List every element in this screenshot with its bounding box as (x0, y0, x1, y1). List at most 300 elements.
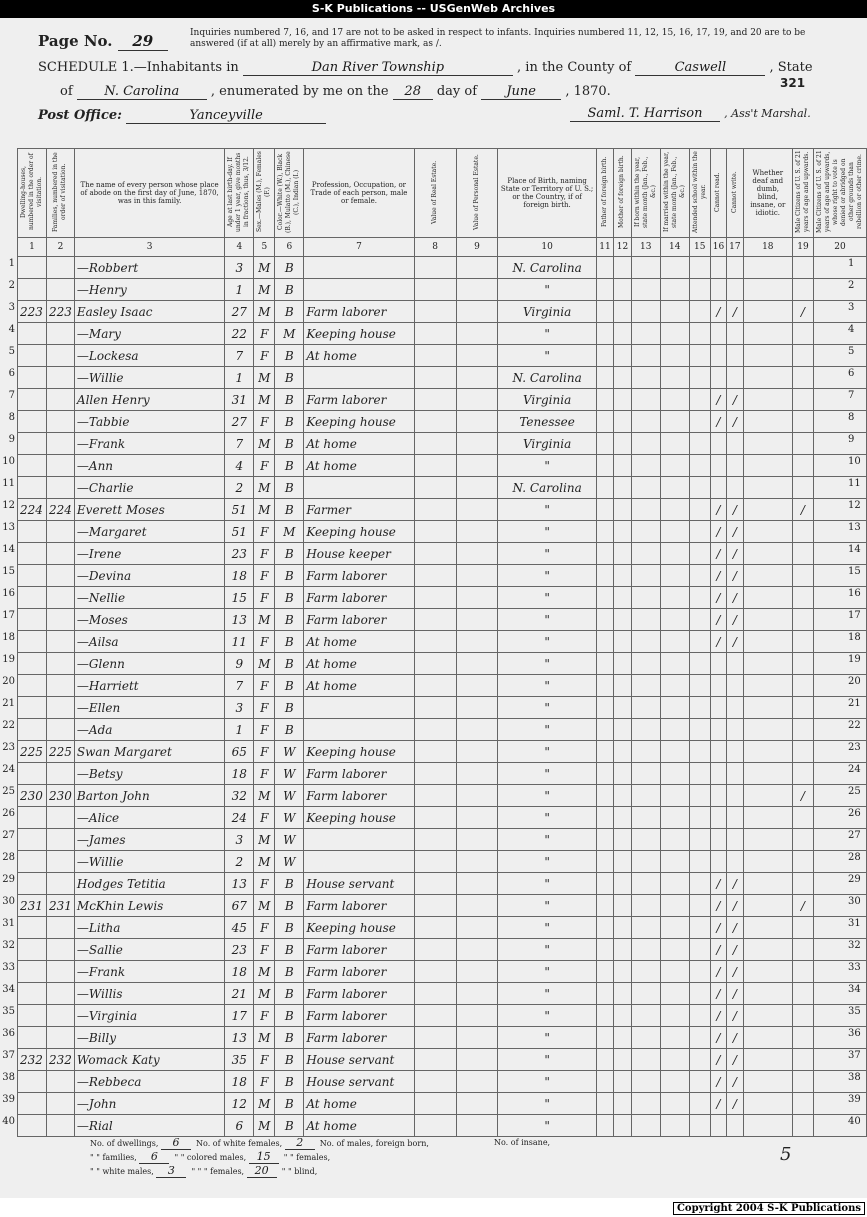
cell-personal-estate (456, 697, 498, 719)
column-number: 12 (614, 238, 631, 257)
cell-school (689, 653, 710, 675)
cell-school (689, 1027, 710, 1049)
cell-occupation (304, 829, 414, 851)
cell-born-year (631, 1049, 660, 1071)
cell-family-number (47, 1093, 75, 1115)
cell-infirmity (743, 1049, 792, 1071)
cell-sex: M (254, 609, 275, 631)
cell-person-name: —Ada (74, 719, 224, 741)
cell-married-year (660, 257, 689, 279)
cell-birthplace: " (498, 917, 596, 939)
cell-personal-estate (456, 499, 498, 521)
cell-person-name: Barton John (74, 785, 224, 807)
cell-father-foreign (596, 851, 613, 873)
cell-age: 6 (225, 1115, 254, 1137)
cell-age: 67 (225, 895, 254, 917)
post-office-value: Yanceyville (126, 108, 326, 124)
cell-occupation: Farm laborer (304, 895, 414, 917)
cell-infirmity (743, 279, 792, 301)
cell-sex: F (254, 323, 275, 345)
row-number-left: 27 (2, 830, 15, 841)
table-row (18, 323, 867, 345)
cell-school (689, 543, 710, 565)
cell-school (689, 741, 710, 763)
cell-mother-foreign (614, 873, 631, 895)
cell-cannot-write (727, 741, 743, 763)
table-row (18, 1027, 867, 1049)
cell-personal-estate (456, 961, 498, 983)
cell-cannot-write: / (727, 521, 743, 543)
cell-age: 65 (225, 741, 254, 763)
cell-school (689, 983, 710, 1005)
cell-school (689, 301, 710, 323)
cell-real-estate (414, 631, 456, 653)
cell-citizen (792, 763, 813, 785)
cell-citizen (792, 609, 813, 631)
column-number: 9 (456, 238, 498, 257)
cell-family-number (47, 1115, 75, 1137)
cell-married-year (660, 653, 689, 675)
cell-married-year (660, 851, 689, 873)
state-value: N. Carolina (77, 84, 207, 100)
cell-school (689, 565, 710, 587)
cell-color: B (275, 587, 304, 609)
cell-person-name: —Rial (74, 1115, 224, 1137)
cell-color: B (275, 499, 304, 521)
cell-citizen (792, 1071, 813, 1093)
cell-birthplace: " (498, 675, 596, 697)
cell-dwelling-number (18, 411, 47, 433)
cell-sex: F (254, 873, 275, 895)
cell-infirmity (743, 411, 792, 433)
cell-occupation: Farm laborer (304, 939, 414, 961)
cell-color: B (275, 1115, 304, 1137)
cell-born-year (631, 741, 660, 763)
cell-father-foreign (596, 785, 613, 807)
cell-occupation: Farm laborer (304, 785, 414, 807)
row-number-right: 39 (848, 1094, 861, 1105)
cell-birthplace: Virginia (498, 301, 596, 323)
cell-person-name: —Willie (74, 367, 224, 389)
row-number-left: 40 (2, 1116, 15, 1127)
table-row (18, 1115, 867, 1137)
cell-born-year (631, 455, 660, 477)
cell-cannot-read (710, 719, 726, 741)
cell-cannot-write: / (727, 499, 743, 521)
cell-personal-estate (456, 323, 498, 345)
cell-married-year (660, 477, 689, 499)
cell-citizen: / (792, 785, 813, 807)
cell-personal-estate (456, 1115, 498, 1137)
col-cannot-write-header: Cannot write. (727, 149, 743, 238)
cell-father-foreign (596, 873, 613, 895)
row-number-left: 24 (2, 764, 15, 775)
cell-mother-foreign (614, 301, 631, 323)
cell-family-number (47, 587, 75, 609)
cell-family-number (47, 279, 75, 301)
cell-infirmity (743, 631, 792, 653)
cell-mother-foreign (614, 895, 631, 917)
cell-citizen (792, 675, 813, 697)
cell-married-year (660, 785, 689, 807)
cell-color: B (275, 1027, 304, 1049)
cell-birthplace: " (498, 763, 596, 785)
cell-family-number (47, 411, 75, 433)
cell-cannot-read: / (710, 1071, 726, 1093)
row-number-right: 33 (848, 962, 861, 973)
cell-birthplace: " (498, 455, 596, 477)
cell-cannot-read: / (710, 587, 726, 609)
cell-personal-estate (456, 587, 498, 609)
cell-family-number: 225 (47, 741, 75, 763)
cell-birthplace: " (498, 521, 596, 543)
row-number-right: 32 (848, 940, 861, 951)
col-name-header: The name of every person whose place of abode on the first day of June, 1870, was in this family. (74, 149, 224, 238)
cell-occupation: Keeping house (304, 411, 414, 433)
row-number-right: 36 (848, 1028, 861, 1039)
cell-citizen (792, 521, 813, 543)
cell-birthplace: " (498, 1093, 596, 1115)
cell-cannot-read: / (710, 1005, 726, 1027)
cell-father-foreign (596, 697, 613, 719)
cell-mother-foreign (614, 367, 631, 389)
cell-cannot-read (710, 367, 726, 389)
cell-sex: M (254, 1093, 275, 1115)
cell-birthplace: " (498, 1071, 596, 1093)
cell-father-foreign (596, 1027, 613, 1049)
cell-birthplace: " (498, 851, 596, 873)
cell-cannot-read (710, 675, 726, 697)
row-number-left: 16 (2, 588, 15, 599)
cell-color: B (275, 411, 304, 433)
cell-mother-foreign (614, 257, 631, 279)
schedule-label: SCHEDULE 1.—Inhabitants in (38, 60, 239, 75)
column-number: 8 (414, 238, 456, 257)
cell-real-estate (414, 345, 456, 367)
table-row (18, 543, 867, 565)
insane-label: No. of insane, (494, 1138, 551, 1147)
cell-real-estate (414, 829, 456, 851)
cell-birthplace: " (498, 565, 596, 587)
cell-family-number (47, 1027, 75, 1049)
marshal-line (570, 106, 811, 122)
column-number: 3 (74, 238, 224, 257)
census-table (17, 148, 867, 1137)
cell-person-name: —Moses (74, 609, 224, 631)
cell-real-estate (414, 939, 456, 961)
cell-citizen (792, 829, 813, 851)
cell-cannot-write: / (727, 389, 743, 411)
cell-mother-foreign (614, 719, 631, 741)
cell-family-number (47, 675, 75, 697)
cell-sex: F (254, 1071, 275, 1093)
cell-family-number (47, 983, 75, 1005)
cell-citizen (792, 719, 813, 741)
cell-citizen (792, 1005, 813, 1027)
cell-real-estate (414, 587, 456, 609)
column-number: 19 (792, 238, 813, 257)
cell-birthplace: " (498, 587, 596, 609)
cell-citizen: / (792, 301, 813, 323)
cell-personal-estate (456, 433, 498, 455)
cell-personal-estate (456, 785, 498, 807)
marshal-signature: Saml. T. Harrison (570, 106, 720, 122)
cell-dwelling-number (18, 983, 47, 1005)
cell-birthplace: " (498, 983, 596, 1005)
row-number-left: 33 (2, 962, 15, 973)
cell-cannot-write (727, 785, 743, 807)
cell-father-foreign (596, 499, 613, 521)
cell-citizen (792, 1093, 813, 1115)
page-label: Page No. (38, 32, 113, 50)
table-row (18, 587, 867, 609)
cell-infirmity (743, 983, 792, 1005)
cell-age: 23 (225, 939, 254, 961)
cell-birthplace: " (498, 741, 596, 763)
cell-personal-estate (456, 1071, 498, 1093)
cell-occupation: House servant (304, 1049, 414, 1071)
column-number: 13 (631, 238, 660, 257)
cell-real-estate (414, 1115, 456, 1137)
col-married-year-header: If married within the year, state month (Jan., Feb., &c.) (660, 149, 689, 238)
cell-cannot-write (727, 763, 743, 785)
cell-father-foreign (596, 719, 613, 741)
cell-dwelling-number (18, 543, 47, 565)
cell-mother-foreign (614, 323, 631, 345)
cell-personal-estate (456, 1005, 498, 1027)
cell-person-name: Easley Isaac (74, 301, 224, 323)
cell-infirmity (743, 653, 792, 675)
cell-occupation: At home (304, 1115, 414, 1137)
cell-infirmity (743, 851, 792, 873)
cell-family-number (47, 609, 75, 631)
cell-mother-foreign (614, 653, 631, 675)
cell-dwelling-number (18, 367, 47, 389)
cell-family-number (47, 631, 75, 653)
cell-dwelling-number (18, 1071, 47, 1093)
cell-dwelling-number (18, 631, 47, 653)
cell-personal-estate (456, 763, 498, 785)
row-number-left: 8 (8, 412, 15, 423)
cell-cannot-read: / (710, 631, 726, 653)
column-number: 14 (660, 238, 689, 257)
cell-color: W (275, 829, 304, 851)
cell-personal-estate (456, 279, 498, 301)
cell-infirmity (743, 565, 792, 587)
row-number-left: 11 (2, 478, 15, 489)
cell-sex: F (254, 455, 275, 477)
cell-personal-estate (456, 873, 498, 895)
cell-family-number: 230 (47, 785, 75, 807)
cell-real-estate (414, 983, 456, 1005)
cell-occupation: Keeping house (304, 521, 414, 543)
cell-person-name: —Glenn (74, 653, 224, 675)
cell-born-year (631, 345, 660, 367)
cell-citizen (792, 741, 813, 763)
column-number: 20 (813, 238, 866, 257)
cell-mother-foreign (614, 587, 631, 609)
cell-citizen (792, 367, 813, 389)
column-number: 6 (275, 238, 304, 257)
cell-infirmity (743, 1071, 792, 1093)
cell-school (689, 939, 710, 961)
cell-sex: F (254, 1049, 275, 1071)
cell-personal-estate (456, 367, 498, 389)
cell-father-foreign (596, 345, 613, 367)
cell-father-foreign (596, 455, 613, 477)
cell-father-foreign (596, 389, 613, 411)
col-infirmity-header: Whether deaf and dumb, blind, insane, or idiotic. (743, 149, 792, 238)
cell-mother-foreign (614, 389, 631, 411)
cell-dwelling-number (18, 961, 47, 983)
cell-age: 12 (225, 1093, 254, 1115)
cell-infirmity (743, 499, 792, 521)
cell-cannot-write (727, 719, 743, 741)
cell-infirmity (743, 719, 792, 741)
cell-color: B (275, 257, 304, 279)
cell-color: B (275, 873, 304, 895)
cell-dwelling-number: 223 (18, 301, 47, 323)
post-office-line (38, 108, 326, 124)
white-males-count: 3 (156, 1164, 186, 1178)
col-dwelling-header: Dwelling-houses, numbered in the order of visitation. (18, 149, 47, 238)
cell-father-foreign (596, 763, 613, 785)
cell-cannot-read: / (710, 895, 726, 917)
cell-person-name: —Margaret (74, 521, 224, 543)
row-number-left: 14 (2, 544, 15, 555)
cell-cannot-read (710, 433, 726, 455)
cell-married-year (660, 1071, 689, 1093)
cell-dwelling-number (18, 807, 47, 829)
cell-school (689, 719, 710, 741)
column-number: 18 (743, 238, 792, 257)
cell-father-foreign (596, 543, 613, 565)
cell-age: 35 (225, 1049, 254, 1071)
colored-females-count: 20 (247, 1164, 277, 1178)
cell-person-name: —Alice (74, 807, 224, 829)
cell-school (689, 785, 710, 807)
row-number-left: 21 (2, 698, 15, 709)
cell-sex: M (254, 367, 275, 389)
cell-dwelling-number (18, 939, 47, 961)
row-number-right: 26 (848, 808, 861, 819)
cell-dwelling-number (18, 279, 47, 301)
col-citizen-header: Male Citizens of U. S. of 21 years of age and upwards. (792, 149, 813, 238)
cell-family-number (47, 521, 75, 543)
cell-family-number (47, 1005, 75, 1027)
marshal-label: , Ass't Marshal. (724, 107, 811, 120)
cell-infirmity (743, 1115, 792, 1137)
cell-occupation: House keeper (304, 543, 414, 565)
cell-infirmity (743, 741, 792, 763)
cell-person-name: —John (74, 1093, 224, 1115)
cell-birthplace: " (498, 653, 596, 675)
cell-dwelling-number (18, 1093, 47, 1115)
cell-birthplace: " (498, 873, 596, 895)
cell-age: 13 (225, 1027, 254, 1049)
cell-married-year (660, 829, 689, 851)
row-number-right: 24 (848, 764, 861, 775)
cell-family-number (47, 257, 75, 279)
cell-age: 18 (225, 1071, 254, 1093)
cell-birthplace: " (498, 829, 596, 851)
cell-born-year (631, 389, 660, 411)
cell-sex: F (254, 697, 275, 719)
cell-occupation: Farm laborer (304, 763, 414, 785)
cell-person-name: —Henry (74, 279, 224, 301)
cell-dwelling-number (18, 323, 47, 345)
cell-personal-estate (456, 653, 498, 675)
cell-cannot-read: / (710, 939, 726, 961)
cell-occupation (304, 477, 414, 499)
cell-cannot-read: / (710, 873, 726, 895)
cell-sex: F (254, 521, 275, 543)
cell-birthplace: " (498, 345, 596, 367)
cell-citizen (792, 433, 813, 455)
cell-father-foreign (596, 411, 613, 433)
cell-birthplace: " (498, 895, 596, 917)
cell-cannot-write (727, 675, 743, 697)
cell-birthplace: " (498, 631, 596, 653)
cell-born-year (631, 895, 660, 917)
cell-birthplace: " (498, 807, 596, 829)
row-number-left: 9 (8, 434, 15, 445)
row-number-left: 25 (2, 786, 15, 797)
cell-person-name: —Ailsa (74, 631, 224, 653)
dwellings-count: 6 (161, 1136, 191, 1150)
cell-cannot-read (710, 653, 726, 675)
cell-infirmity (743, 521, 792, 543)
cell-mother-foreign (614, 697, 631, 719)
cell-color: B (275, 279, 304, 301)
cell-born-year (631, 719, 660, 741)
cell-cannot-read (710, 741, 726, 763)
table-row (18, 873, 867, 895)
cell-infirmity (743, 433, 792, 455)
cell-color: B (275, 477, 304, 499)
table-row (18, 477, 867, 499)
cell-family-number (47, 389, 75, 411)
cell-cannot-read (710, 763, 726, 785)
cell-cannot-read (710, 345, 726, 367)
row-number-right: 17 (848, 610, 861, 621)
cell-family-number (47, 917, 75, 939)
cell-color: W (275, 851, 304, 873)
col-personal-estate-header: Value of Personal Estate. (456, 149, 498, 238)
cell-cannot-write: / (727, 939, 743, 961)
column-number: 16 (710, 238, 726, 257)
cell-cannot-read: / (710, 983, 726, 1005)
cell-sex: M (254, 477, 275, 499)
cell-cannot-read (710, 829, 726, 851)
row-number-right: 2 (848, 280, 855, 291)
cell-dwelling-number (18, 455, 47, 477)
cell-birthplace: " (498, 697, 596, 719)
cell-personal-estate (456, 609, 498, 631)
cell-infirmity (743, 675, 792, 697)
cell-dwelling-number (18, 719, 47, 741)
cell-school (689, 323, 710, 345)
cell-family-number (47, 477, 75, 499)
cell-citizen (792, 565, 813, 587)
cell-birthplace: " (498, 939, 596, 961)
table-row (18, 939, 867, 961)
cell-color: B (275, 939, 304, 961)
cell-age: 9 (225, 653, 254, 675)
cell-infirmity (743, 697, 792, 719)
cell-mother-foreign (614, 1093, 631, 1115)
cell-infirmity (743, 807, 792, 829)
